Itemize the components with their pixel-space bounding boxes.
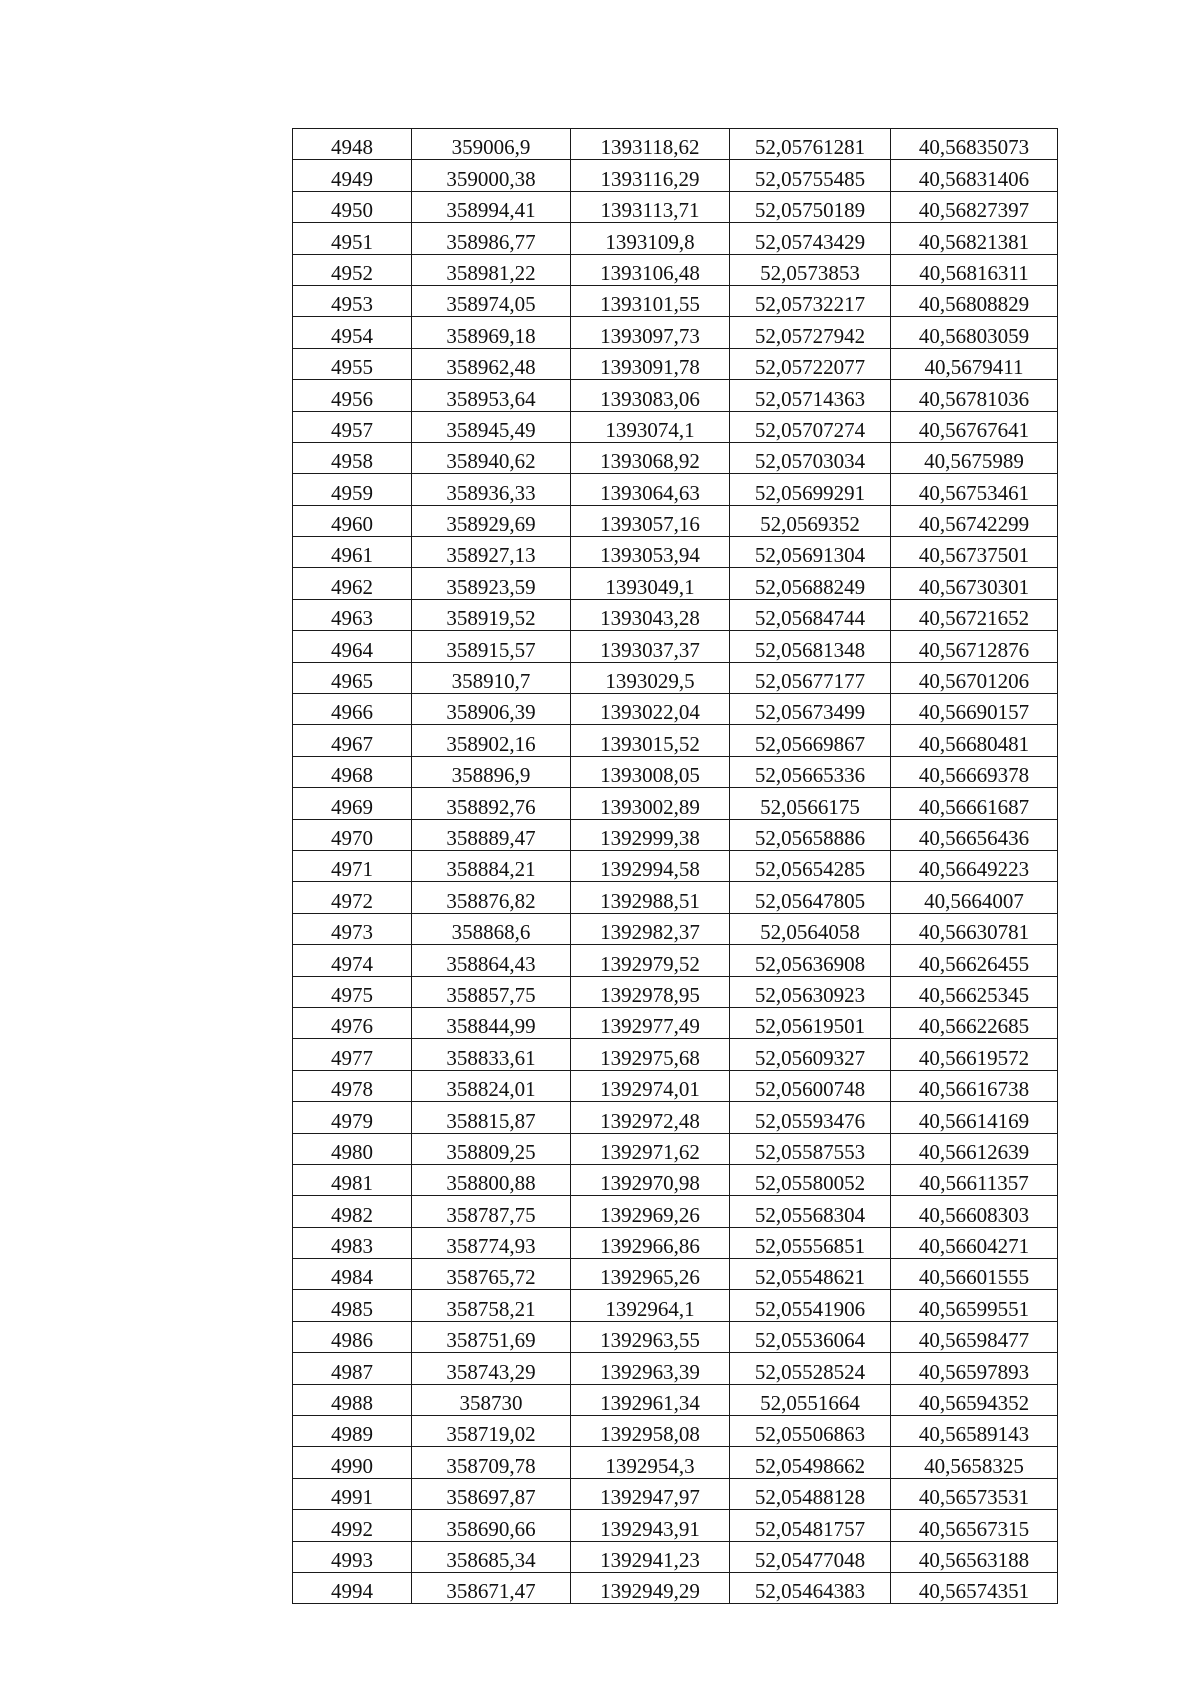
- point-number-cell: 4961: [293, 537, 412, 568]
- longitude-cell: 40,5675989: [891, 442, 1058, 473]
- x-coordinate-cell: 358889,47: [412, 819, 571, 850]
- point-number-cell: 4949: [293, 160, 412, 191]
- longitude-cell: 40,56619572: [891, 1039, 1058, 1070]
- latitude-cell: 52,05647805: [730, 882, 891, 913]
- longitude-cell: 40,56573531: [891, 1478, 1058, 1509]
- longitude-cell: 40,56589143: [891, 1416, 1058, 1447]
- table-row: [293, 1164, 1058, 1195]
- longitude-cell: 40,56611357: [891, 1164, 1058, 1195]
- longitude-cell: 40,56690157: [891, 694, 1058, 725]
- x-coordinate-cell: 358902,16: [412, 725, 571, 756]
- table-row: [293, 1133, 1058, 1164]
- latitude-cell: 52,05568304: [730, 1196, 891, 1227]
- point-number-cell: 4985: [293, 1290, 412, 1321]
- y-coordinate-cell: 1393053,94: [571, 537, 730, 568]
- table-row: [293, 976, 1058, 1007]
- latitude-cell: 52,05481757: [730, 1510, 891, 1541]
- table-row: [293, 1353, 1058, 1384]
- x-coordinate-cell: 358765,72: [412, 1259, 571, 1290]
- x-coordinate-cell: 358697,87: [412, 1478, 571, 1509]
- latitude-cell: 52,05593476: [730, 1102, 891, 1133]
- table-row: [293, 756, 1058, 787]
- y-coordinate-cell: 1392958,08: [571, 1416, 730, 1447]
- x-coordinate-cell: 358953,64: [412, 380, 571, 411]
- x-coordinate-cell: 358927,13: [412, 537, 571, 568]
- x-coordinate-cell: 358787,75: [412, 1196, 571, 1227]
- longitude-cell: 40,56616738: [891, 1070, 1058, 1101]
- point-number-cell: 4986: [293, 1321, 412, 1352]
- latitude-cell: 52,05498662: [730, 1447, 891, 1478]
- latitude-cell: 52,0564058: [730, 913, 891, 944]
- x-coordinate-cell: 358809,25: [412, 1133, 571, 1164]
- latitude-cell: 52,05722077: [730, 348, 891, 379]
- longitude-cell: 40,56649223: [891, 850, 1058, 881]
- latitude-cell: 52,05600748: [730, 1070, 891, 1101]
- y-coordinate-cell: 1393083,06: [571, 380, 730, 411]
- x-coordinate-cell: 358844,99: [412, 1007, 571, 1038]
- y-coordinate-cell: 1393015,52: [571, 725, 730, 756]
- y-coordinate-cell: 1393101,55: [571, 285, 730, 316]
- longitude-cell: 40,56737501: [891, 537, 1058, 568]
- point-number-cell: 4960: [293, 505, 412, 536]
- latitude-cell: 52,0573853: [730, 254, 891, 285]
- point-number-cell: 4982: [293, 1196, 412, 1227]
- latitude-cell: 52,05536064: [730, 1321, 891, 1352]
- latitude-cell: 52,05580052: [730, 1164, 891, 1195]
- table-row: [293, 1478, 1058, 1509]
- table-row: [293, 1259, 1058, 1290]
- x-coordinate-cell: 358906,39: [412, 694, 571, 725]
- table-row: [293, 537, 1058, 568]
- x-coordinate-cell: 358910,7: [412, 662, 571, 693]
- y-coordinate-cell: 1392979,52: [571, 945, 730, 976]
- x-coordinate-cell: 358774,93: [412, 1227, 571, 1258]
- table-row: [293, 1572, 1058, 1603]
- x-coordinate-cell: 358743,29: [412, 1353, 571, 1384]
- y-coordinate-cell: 1393037,37: [571, 631, 730, 662]
- point-number-cell: 4965: [293, 662, 412, 693]
- point-number-cell: 4964: [293, 631, 412, 662]
- x-coordinate-cell: 358919,52: [412, 599, 571, 630]
- longitude-cell: 40,56656436: [891, 819, 1058, 850]
- point-number-cell: 4973: [293, 913, 412, 944]
- point-number-cell: 4994: [293, 1572, 412, 1603]
- x-coordinate-cell: 358945,49: [412, 411, 571, 442]
- y-coordinate-cell: 1392963,39: [571, 1353, 730, 1384]
- latitude-cell: 52,05654285: [730, 850, 891, 881]
- y-coordinate-cell: 1393029,5: [571, 662, 730, 693]
- point-number-cell: 4970: [293, 819, 412, 850]
- x-coordinate-cell: 359000,38: [412, 160, 571, 191]
- y-coordinate-cell: 1392954,3: [571, 1447, 730, 1478]
- latitude-cell: 52,05755485: [730, 160, 891, 191]
- longitude-cell: 40,56831406: [891, 160, 1058, 191]
- latitude-cell: 52,05727942: [730, 317, 891, 348]
- x-coordinate-cell: 358929,69: [412, 505, 571, 536]
- table-row: [293, 411, 1058, 442]
- y-coordinate-cell: 1392971,62: [571, 1133, 730, 1164]
- longitude-cell: 40,56599551: [891, 1290, 1058, 1321]
- y-coordinate-cell: 1392943,91: [571, 1510, 730, 1541]
- longitude-cell: 40,56594352: [891, 1384, 1058, 1415]
- x-coordinate-cell: 358969,18: [412, 317, 571, 348]
- table-row: [293, 882, 1058, 913]
- y-coordinate-cell: 1392970,98: [571, 1164, 730, 1195]
- point-number-cell: 4969: [293, 788, 412, 819]
- x-coordinate-cell: 358986,77: [412, 223, 571, 254]
- x-coordinate-cell: 358857,75: [412, 976, 571, 1007]
- point-number-cell: 4980: [293, 1133, 412, 1164]
- point-number-cell: 4951: [293, 223, 412, 254]
- y-coordinate-cell: 1392982,37: [571, 913, 730, 944]
- table-row: [293, 819, 1058, 850]
- point-number-cell: 4987: [293, 1353, 412, 1384]
- longitude-cell: 40,56608303: [891, 1196, 1058, 1227]
- latitude-cell: 52,05619501: [730, 1007, 891, 1038]
- y-coordinate-cell: 1393106,48: [571, 254, 730, 285]
- table-row: [293, 945, 1058, 976]
- x-coordinate-cell: 358800,88: [412, 1164, 571, 1195]
- longitude-cell: 40,56835073: [891, 129, 1058, 160]
- longitude-cell: 40,56626455: [891, 945, 1058, 976]
- latitude-cell: 52,05707274: [730, 411, 891, 442]
- table-row: [293, 442, 1058, 473]
- point-number-cell: 4972: [293, 882, 412, 913]
- latitude-cell: 52,05477048: [730, 1541, 891, 1572]
- table-row: [293, 223, 1058, 254]
- point-number-cell: 4981: [293, 1164, 412, 1195]
- longitude-cell: 40,56803059: [891, 317, 1058, 348]
- table-row: [293, 1321, 1058, 1352]
- point-number-cell: 4989: [293, 1416, 412, 1447]
- x-coordinate-cell: 358719,02: [412, 1416, 571, 1447]
- point-number-cell: 4975: [293, 976, 412, 1007]
- table-row: [293, 474, 1058, 505]
- latitude-cell: 52,05541906: [730, 1290, 891, 1321]
- longitude-cell: 40,56622685: [891, 1007, 1058, 1038]
- longitude-cell: 40,56625345: [891, 976, 1058, 1007]
- x-coordinate-cell: 358994,41: [412, 191, 571, 222]
- y-coordinate-cell: 1392966,86: [571, 1227, 730, 1258]
- latitude-cell: 52,05699291: [730, 474, 891, 505]
- y-coordinate-cell: 1392964,1: [571, 1290, 730, 1321]
- longitude-cell: 40,56808829: [891, 285, 1058, 316]
- x-coordinate-cell: 358940,62: [412, 442, 571, 473]
- table-row: [293, 1541, 1058, 1572]
- point-number-cell: 4948: [293, 129, 412, 160]
- table-row: [293, 568, 1058, 599]
- y-coordinate-cell: 1392949,29: [571, 1572, 730, 1603]
- y-coordinate-cell: 1392978,95: [571, 976, 730, 1007]
- y-coordinate-cell: 1393074,1: [571, 411, 730, 442]
- y-coordinate-cell: 1392988,51: [571, 882, 730, 913]
- point-number-cell: 4978: [293, 1070, 412, 1101]
- table-row: [293, 1070, 1058, 1101]
- point-number-cell: 4952: [293, 254, 412, 285]
- longitude-cell: 40,56574351: [891, 1572, 1058, 1603]
- longitude-cell: 40,56614169: [891, 1102, 1058, 1133]
- longitude-cell: 40,56767641: [891, 411, 1058, 442]
- x-coordinate-cell: 359006,9: [412, 129, 571, 160]
- y-coordinate-cell: 1392974,01: [571, 1070, 730, 1101]
- x-coordinate-cell: 358915,57: [412, 631, 571, 662]
- y-coordinate-cell: 1392969,26: [571, 1196, 730, 1227]
- table-row: [293, 631, 1058, 662]
- latitude-cell: 52,05528524: [730, 1353, 891, 1384]
- x-coordinate-cell: 358758,21: [412, 1290, 571, 1321]
- table-row: [293, 191, 1058, 222]
- table-row: [293, 788, 1058, 819]
- point-number-cell: 4976: [293, 1007, 412, 1038]
- table-row: [293, 317, 1058, 348]
- coordinates-table: [292, 128, 1058, 1604]
- point-number-cell: 4954: [293, 317, 412, 348]
- longitude-cell: 40,56597893: [891, 1353, 1058, 1384]
- latitude-cell: 52,0569352: [730, 505, 891, 536]
- y-coordinate-cell: 1393116,29: [571, 160, 730, 191]
- latitude-cell: 52,05681348: [730, 631, 891, 662]
- longitude-cell: 40,56680481: [891, 725, 1058, 756]
- coordinates-table-body: [293, 129, 1058, 1604]
- latitude-cell: 52,05732217: [730, 285, 891, 316]
- table-row: [293, 129, 1058, 160]
- y-coordinate-cell: 1393043,28: [571, 599, 730, 630]
- x-coordinate-cell: 358751,69: [412, 1321, 571, 1352]
- latitude-cell: 52,05669867: [730, 725, 891, 756]
- latitude-cell: 52,05691304: [730, 537, 891, 568]
- latitude-cell: 52,05743429: [730, 223, 891, 254]
- latitude-cell: 52,05464383: [730, 1572, 891, 1603]
- point-number-cell: 4963: [293, 599, 412, 630]
- point-number-cell: 4974: [293, 945, 412, 976]
- table-row: [293, 1007, 1058, 1038]
- x-coordinate-cell: 358896,9: [412, 756, 571, 787]
- point-number-cell: 4984: [293, 1259, 412, 1290]
- x-coordinate-cell: 358685,34: [412, 1541, 571, 1572]
- y-coordinate-cell: 1393113,71: [571, 191, 730, 222]
- table-row: [293, 505, 1058, 536]
- table-row: [293, 254, 1058, 285]
- latitude-cell: 52,05688249: [730, 568, 891, 599]
- point-number-cell: 4990: [293, 1447, 412, 1478]
- x-coordinate-cell: 358892,76: [412, 788, 571, 819]
- table-row: [293, 725, 1058, 756]
- table-row: [293, 380, 1058, 411]
- y-coordinate-cell: 1392947,97: [571, 1478, 730, 1509]
- y-coordinate-cell: 1393064,63: [571, 474, 730, 505]
- point-number-cell: 4958: [293, 442, 412, 473]
- point-number-cell: 4966: [293, 694, 412, 725]
- table-row: [293, 1384, 1058, 1415]
- longitude-cell: 40,56730301: [891, 568, 1058, 599]
- y-coordinate-cell: 1392963,55: [571, 1321, 730, 1352]
- y-coordinate-cell: 1392972,48: [571, 1102, 730, 1133]
- latitude-cell: 52,05673499: [730, 694, 891, 725]
- longitude-cell: 40,56601555: [891, 1259, 1058, 1290]
- y-coordinate-cell: 1392999,38: [571, 819, 730, 850]
- x-coordinate-cell: 358690,66: [412, 1510, 571, 1541]
- latitude-cell: 52,05703034: [730, 442, 891, 473]
- latitude-cell: 52,0551664: [730, 1384, 891, 1415]
- table-row: [293, 1510, 1058, 1541]
- point-number-cell: 4959: [293, 474, 412, 505]
- longitude-cell: 40,56821381: [891, 223, 1058, 254]
- y-coordinate-cell: 1393118,62: [571, 129, 730, 160]
- x-coordinate-cell: 358974,05: [412, 285, 571, 316]
- latitude-cell: 52,05636908: [730, 945, 891, 976]
- y-coordinate-cell: 1393057,16: [571, 505, 730, 536]
- y-coordinate-cell: 1393097,73: [571, 317, 730, 348]
- table-row: [293, 1290, 1058, 1321]
- point-number-cell: 4992: [293, 1510, 412, 1541]
- latitude-cell: 52,05750189: [730, 191, 891, 222]
- table-row: [293, 1102, 1058, 1133]
- y-coordinate-cell: 1393091,78: [571, 348, 730, 379]
- y-coordinate-cell: 1392965,26: [571, 1259, 730, 1290]
- latitude-cell: 52,05684744: [730, 599, 891, 630]
- longitude-cell: 40,56604271: [891, 1227, 1058, 1258]
- table-row: [293, 1416, 1058, 1447]
- x-coordinate-cell: 358671,47: [412, 1572, 571, 1603]
- table-row: [293, 694, 1058, 725]
- x-coordinate-cell: 358730: [412, 1384, 571, 1415]
- point-number-cell: 4950: [293, 191, 412, 222]
- y-coordinate-cell: 1393109,8: [571, 223, 730, 254]
- longitude-cell: 40,5679411: [891, 348, 1058, 379]
- table-row: [293, 850, 1058, 881]
- x-coordinate-cell: 358868,6: [412, 913, 571, 944]
- latitude-cell: 52,05665336: [730, 756, 891, 787]
- longitude-cell: 40,56669378: [891, 756, 1058, 787]
- longitude-cell: 40,56661687: [891, 788, 1058, 819]
- latitude-cell: 52,05609327: [730, 1039, 891, 1070]
- point-number-cell: 4957: [293, 411, 412, 442]
- y-coordinate-cell: 1392977,49: [571, 1007, 730, 1038]
- point-number-cell: 4971: [293, 850, 412, 881]
- y-coordinate-cell: 1393008,05: [571, 756, 730, 787]
- longitude-cell: 40,56753461: [891, 474, 1058, 505]
- longitude-cell: 40,56827397: [891, 191, 1058, 222]
- point-number-cell: 4962: [293, 568, 412, 599]
- longitude-cell: 40,56630781: [891, 913, 1058, 944]
- point-number-cell: 4967: [293, 725, 412, 756]
- table-row: [293, 1196, 1058, 1227]
- point-number-cell: 4983: [293, 1227, 412, 1258]
- x-coordinate-cell: 358884,21: [412, 850, 571, 881]
- point-number-cell: 4977: [293, 1039, 412, 1070]
- x-coordinate-cell: 358923,59: [412, 568, 571, 599]
- y-coordinate-cell: 1392961,34: [571, 1384, 730, 1415]
- x-coordinate-cell: 358824,01: [412, 1070, 571, 1101]
- longitude-cell: 40,56563188: [891, 1541, 1058, 1572]
- table-row: [293, 160, 1058, 191]
- longitude-cell: 40,56712876: [891, 631, 1058, 662]
- table-row: [293, 348, 1058, 379]
- y-coordinate-cell: 1392941,23: [571, 1541, 730, 1572]
- latitude-cell: 52,05714363: [730, 380, 891, 411]
- point-number-cell: 4956: [293, 380, 412, 411]
- table-row: [293, 285, 1058, 316]
- latitude-cell: 52,05548621: [730, 1259, 891, 1290]
- longitude-cell: 40,5664007: [891, 882, 1058, 913]
- longitude-cell: 40,56721652: [891, 599, 1058, 630]
- point-number-cell: 4953: [293, 285, 412, 316]
- table-row: [293, 1039, 1058, 1070]
- latitude-cell: 52,05630923: [730, 976, 891, 1007]
- x-coordinate-cell: 358962,48: [412, 348, 571, 379]
- latitude-cell: 52,05761281: [730, 129, 891, 160]
- longitude-cell: 40,56701206: [891, 662, 1058, 693]
- point-number-cell: 4993: [293, 1541, 412, 1572]
- table-row: [293, 599, 1058, 630]
- point-number-cell: 4988: [293, 1384, 412, 1415]
- longitude-cell: 40,56567315: [891, 1510, 1058, 1541]
- x-coordinate-cell: 358876,82: [412, 882, 571, 913]
- latitude-cell: 52,0566175: [730, 788, 891, 819]
- point-number-cell: 4955: [293, 348, 412, 379]
- y-coordinate-cell: 1392975,68: [571, 1039, 730, 1070]
- y-coordinate-cell: 1393068,92: [571, 442, 730, 473]
- latitude-cell: 52,05587553: [730, 1133, 891, 1164]
- point-number-cell: 4968: [293, 756, 412, 787]
- longitude-cell: 40,5658325: [891, 1447, 1058, 1478]
- y-coordinate-cell: 1393002,89: [571, 788, 730, 819]
- longitude-cell: 40,56742299: [891, 505, 1058, 536]
- latitude-cell: 52,05506863: [730, 1416, 891, 1447]
- x-coordinate-cell: 358833,61: [412, 1039, 571, 1070]
- longitude-cell: 40,56781036: [891, 380, 1058, 411]
- longitude-cell: 40,56612639: [891, 1133, 1058, 1164]
- y-coordinate-cell: 1393022,04: [571, 694, 730, 725]
- latitude-cell: 52,05658886: [730, 819, 891, 850]
- x-coordinate-cell: 358864,43: [412, 945, 571, 976]
- latitude-cell: 52,05556851: [730, 1227, 891, 1258]
- longitude-cell: 40,56816311: [891, 254, 1058, 285]
- x-coordinate-cell: 358981,22: [412, 254, 571, 285]
- y-coordinate-cell: 1393049,1: [571, 568, 730, 599]
- longitude-cell: 40,56598477: [891, 1321, 1058, 1352]
- y-coordinate-cell: 1392994,58: [571, 850, 730, 881]
- table-row: [293, 662, 1058, 693]
- latitude-cell: 52,05677177: [730, 662, 891, 693]
- point-number-cell: 4979: [293, 1102, 412, 1133]
- x-coordinate-cell: 358936,33: [412, 474, 571, 505]
- latitude-cell: 52,05488128: [730, 1478, 891, 1509]
- table-row: [293, 1447, 1058, 1478]
- point-number-cell: 4991: [293, 1478, 412, 1509]
- x-coordinate-cell: 358815,87: [412, 1102, 571, 1133]
- table-row: [293, 1227, 1058, 1258]
- x-coordinate-cell: 358709,78: [412, 1447, 571, 1478]
- table-row: [293, 913, 1058, 944]
